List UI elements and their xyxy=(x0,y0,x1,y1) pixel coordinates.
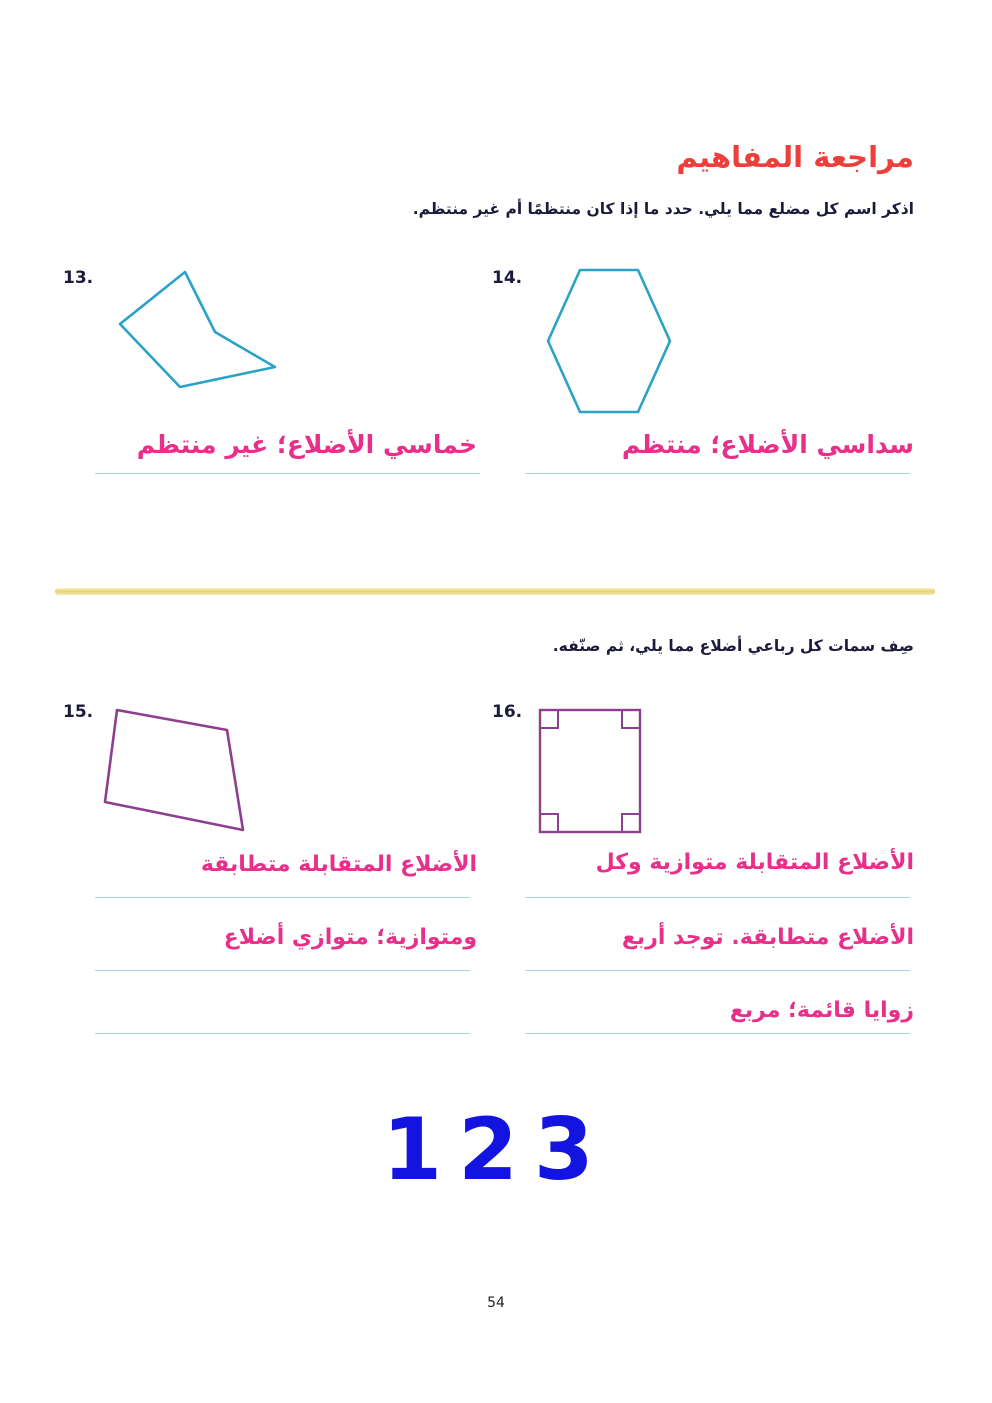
problem-number-15: 15. xyxy=(63,702,94,722)
page-title: مراجعة المفاهيم xyxy=(676,140,914,174)
answer-line-14-1 xyxy=(525,473,910,474)
answer-14-line-1: سداسي الأضلاع؛ منتظم xyxy=(621,430,914,459)
figure-irregular-pentagon xyxy=(95,262,285,426)
answer-16-line-1: الأضلاع المتقابلة متوازية وكل xyxy=(595,850,914,875)
instruction-text-2: صِف سمات كل رباعي أضلاع مما يلي، ثم صنّفه. xyxy=(552,637,914,655)
answer-line-16-1 xyxy=(525,897,910,898)
section-divider xyxy=(55,588,935,595)
answer-line-13-1 xyxy=(95,473,480,474)
page-number: 54 xyxy=(487,1295,505,1311)
answer-13-line-1: خماسي الأضلاع؛ غير منتظم xyxy=(136,430,477,459)
answer-line-16-3 xyxy=(525,1033,910,1034)
answer-line-15-3 xyxy=(95,1033,470,1034)
answer-line-15-1 xyxy=(95,897,470,898)
handwritten-note: 123 xyxy=(382,1100,610,1200)
answer-line-15-2 xyxy=(95,970,470,971)
figure-parallelogram xyxy=(95,700,265,854)
answer-16-line-3: زوايا قائمة؛ مربع xyxy=(729,998,914,1023)
answer-15-line-2: ومتوازية؛ متوازي أضلاع xyxy=(223,925,477,950)
figure-square-with-right-angles xyxy=(530,700,650,844)
answer-line-16-2 xyxy=(525,970,910,971)
answer-15-line-1: الأضلاع المتقابلة متطابقة xyxy=(200,852,477,877)
instruction-text-1: اذكر اسم كل مضلع مما يلي. حدد ما إذا كان منتظمًا أم غير منتظم. xyxy=(412,200,914,218)
figure-regular-hexagon xyxy=(520,258,690,432)
answer-16-line-2: الأضلاع متطابقة. توجد أربع xyxy=(621,925,914,950)
problem-number-13: 13. xyxy=(63,268,94,288)
problem-number-16: 16. xyxy=(492,702,523,722)
problem-number-14: 14. xyxy=(492,268,523,288)
